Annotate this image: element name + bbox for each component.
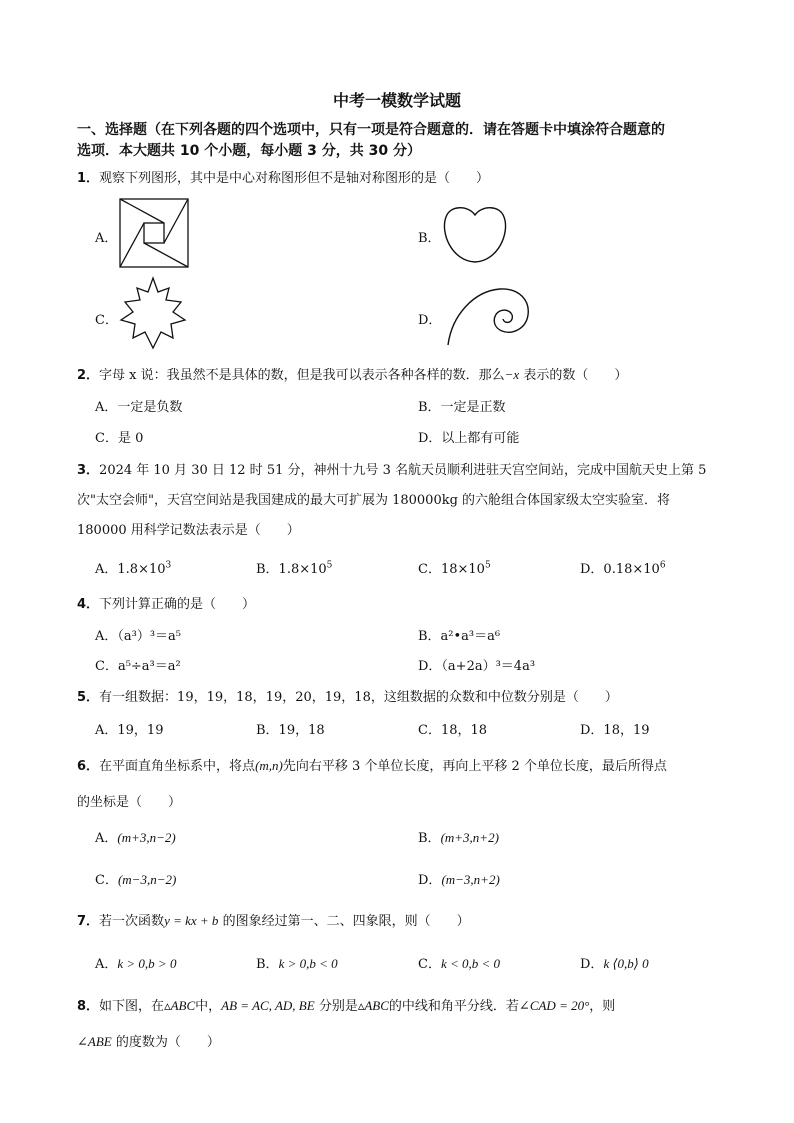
option-c: C．是 0 (95, 431, 144, 446)
question-1 (77, 167, 489, 186)
question-number: 1． (77, 171, 100, 186)
question-number: 2． (77, 368, 100, 383)
option-b: B．一定是正数 (418, 400, 506, 415)
question-number: 7． (77, 914, 100, 929)
option-b: B．(m+3,n+2) (418, 830, 499, 846)
option-d: D．（a+2a）³＝4a³ (418, 659, 536, 674)
option-c-label: C． (95, 313, 118, 328)
option-b-label: B． (418, 231, 441, 246)
section-heading-line1: 一、选择题（在下列各题的四个选项中，只有一项是符合题意的．请在答题卡中填涂符合题意的 (77, 122, 665, 138)
angle-cad: ∠CAD = 20° (518, 998, 590, 1013)
figure-koch-snowflake (117, 276, 189, 352)
option-c: C．(m−3,n−2) (95, 872, 177, 888)
option-b: B．$1.8\times 10^5$ (256, 560, 333, 577)
option-c: C．k < 0,b < 0 (418, 956, 501, 972)
option-a: A．(m+3,n−2) (95, 830, 176, 846)
question-number: 3． (77, 463, 100, 478)
question-text: 观察下列图形，其中是中心对称图形但不是轴对称图形的是（ ） (99, 171, 490, 186)
triangle-abc-2: ▵ABC (357, 998, 389, 1013)
question-number: 6． (77, 759, 100, 774)
question-text: 字母 x 说：我虽然不是具体的数，但是我可以表示各种各样的数．那么 (99, 368, 505, 383)
question-text-end: 的图象经过第一、二、四象限，则（ ） (222, 914, 470, 929)
option-d: D．(m−3,n+2) (418, 872, 500, 888)
question-number: 5． (77, 690, 100, 705)
option-a: A．$1.8\times 10^3$ (95, 560, 172, 577)
question-8: 8．如下图，在▵ABC中，AB = AC, AD, BE 分别是▵ABC的中线和角平分线．若∠CAD = 20°，则 (77, 998, 616, 1014)
question-text: 有一组数据：19，19，18，19，20，19，18，这组数据的众数和中位数分别是（ ） (99, 690, 618, 705)
figure-spiral (444, 285, 534, 347)
triangle-abc: ▵ABC (164, 998, 196, 1013)
question-number: 8． (77, 999, 100, 1014)
option-a: A．19，19 (95, 723, 164, 738)
option-d-label: D． (418, 313, 442, 328)
question-text: 在平面直角坐标系中，将点 (99, 759, 256, 774)
option-d: D．以上都有可能 (418, 431, 520, 446)
option-a: A．（a³）³＝a⁵ (95, 629, 182, 644)
figure-heart-curve (440, 203, 510, 265)
section-heading-line2: 选项．本大题共 10 个小题，每小题 3 分，共 30 分） (77, 143, 421, 159)
option-b: B．19，18 (256, 723, 325, 738)
option-a: A．k > 0,b > 0 (95, 956, 177, 972)
question-5 (77, 686, 618, 705)
question-text: 下列计算正确的是（ ） (99, 597, 256, 612)
figure-pinwheel-square (119, 198, 189, 268)
option-c: C．a⁵÷a³＝a² (95, 659, 181, 674)
option-d: D．18，19 (580, 723, 650, 738)
page-title: 中考一模数学试题 (332, 91, 461, 110)
question-text: 若一次函数 (99, 914, 165, 929)
question-6 (77, 755, 667, 774)
option-c: C．18，18 (418, 723, 488, 738)
math-expression: −x (504, 367, 520, 382)
math-function: y = kx + b (164, 913, 219, 928)
question-3 (77, 459, 706, 478)
question-2 (77, 364, 627, 383)
option-a-label: A． (95, 231, 118, 246)
question-7 (77, 910, 470, 929)
option-b: B．a²•a³＝a⁶ (418, 629, 501, 644)
math-point: (m,n) (255, 758, 283, 773)
question-6-line2: 的坐标是（ ） (77, 795, 182, 810)
question-text-line1: 2024 年 10 月 30 日 12 时 51 分，神州十九号 3 名航天员顺利进驻天宫空间站，完成中国航天史上第 5 (99, 463, 707, 478)
question-3-line3: 180000 用科学记数法表示是（ ） (77, 523, 300, 538)
question-text-end: 表示的数（ ） (523, 368, 628, 383)
condition: AB = AC, AD, BE (221, 998, 315, 1013)
option-a: A．一定是负数 (95, 400, 183, 415)
question-number: 4． (77, 597, 100, 612)
option-d: D．k ⟨0,b⟩ 0 (580, 956, 649, 972)
question-4 (77, 593, 255, 612)
question-text-cont: 先向右平移 3 个单位长度，再向上平移 2 个单位长度，最后所得点 (282, 759, 667, 774)
option-b: B．k > 0,b < 0 (256, 956, 338, 972)
option-c: C．$18\times 10^5$ (418, 560, 491, 577)
question-3-line2: 次"太空会师"，天宫空间站是我国建成的最大可扩展为 180000kg 的六舱组合体国家级太空实验室．将 (77, 493, 671, 508)
option-d: D．$0.18\times 10^6$ (580, 560, 666, 577)
question-8-line2: ∠ABE 的度数为（ ） (77, 1034, 220, 1050)
